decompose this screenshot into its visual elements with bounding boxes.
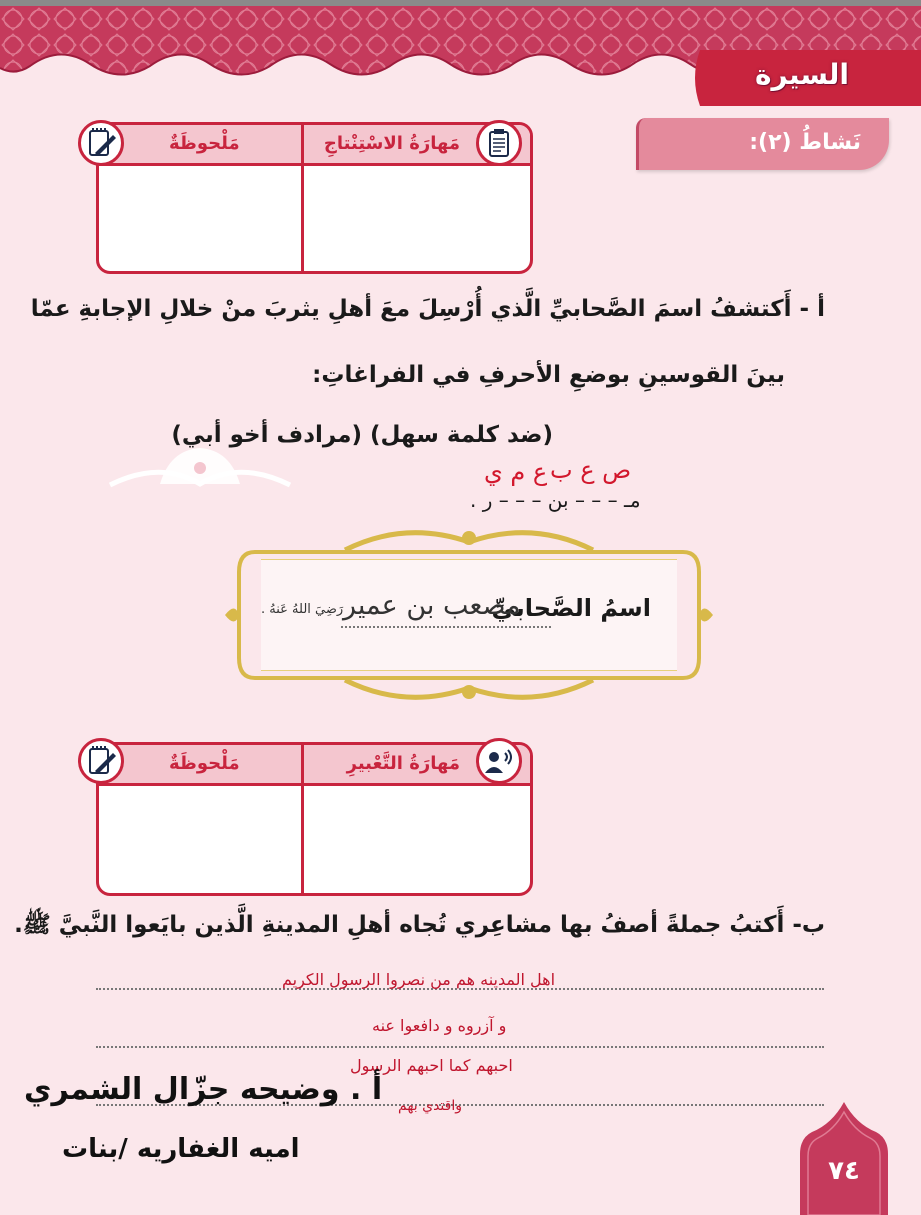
question-a-line1: أ - أَكتشفُ اسمَ الصَّحابيِّ الَّذي أُرْسِلَ معَ أهلِ يثربَ منْ خلالِ الإجابةِ عمّا [30, 296, 825, 322]
unit-title: السيرة [755, 58, 849, 91]
skill-note-label: مَلْحوظَةٌ [169, 753, 240, 774]
speaker-person-icon [476, 738, 522, 784]
skill-note-label: مَلْحوظَةٌ [169, 133, 240, 154]
handwritten-answer-3: احبهم كما احبهم الرسول [350, 1056, 513, 1075]
skill-deduction-label: مَهارَةُ الاسْتِنْتاجِ [323, 133, 460, 154]
notepad-pencil-icon [78, 738, 124, 784]
question-b-text: ب- أَكتبُ جملةً أصفُ بها مشاعِري تُجاه أهلِ المدينةِ الَّذين بايَعوا النَّبيَّ ﷺ. [14, 912, 825, 938]
answer-letters-saab: ص ع ب [550, 456, 632, 484]
handwritten-answer-4: واقتدي بهم [398, 1098, 462, 1114]
activity-tab [636, 118, 889, 170]
skill-table-expression [96, 742, 533, 896]
school-signature: اميه الغفاريه /بنات [62, 1134, 300, 1164]
question-a-hints: (ضد كلمة سهل) (مرادف أخو أبي) [171, 422, 553, 448]
answer-letters-umai: ع م ي [484, 458, 548, 486]
skill-table-header [99, 745, 530, 786]
writing-line-2 [96, 1046, 824, 1048]
companion-name-answer: مصعب بن عمير [343, 590, 521, 621]
handwritten-answer-2: و آزروه و دافعوا عنه [372, 1016, 507, 1035]
name-frame [225, 522, 713, 708]
page-number: ٧٤ [828, 1156, 860, 1186]
skill-table-deduction [96, 122, 533, 274]
question-a-line2: بينَ القوسينِ بوضعِ الأحرفِ في الفراغاتِ: [312, 362, 785, 388]
question-a-blanks: مـ – – – بن – – – ر . [470, 488, 641, 512]
header-banner [0, 6, 921, 106]
skill-table-body [99, 786, 530, 893]
page-number-badge [796, 1098, 892, 1215]
activity-label: نَشاطُ (٢): [749, 130, 861, 155]
handwritten-answer-1: اهل المدينه هم من نصروا الرسول الكريم [282, 970, 556, 989]
clipboard-icon [476, 120, 522, 166]
skill-expression-label: مَهارَةُ التَّعْبيرِ [346, 753, 460, 774]
teacher-signature: أ . وضيحه جزّال الشمري [24, 1072, 383, 1107]
answer-dotted-line [341, 626, 551, 628]
companion-name-label: اسمُ الصَّحابيِّ [491, 594, 651, 622]
skill-table-header [99, 125, 530, 166]
decorative-ornament [100, 440, 300, 500]
skill-table-body [99, 166, 530, 271]
notepad-pencil-icon [78, 120, 124, 166]
honorific: رَضِيَ اللهُ عَنهُ . [261, 602, 344, 617]
